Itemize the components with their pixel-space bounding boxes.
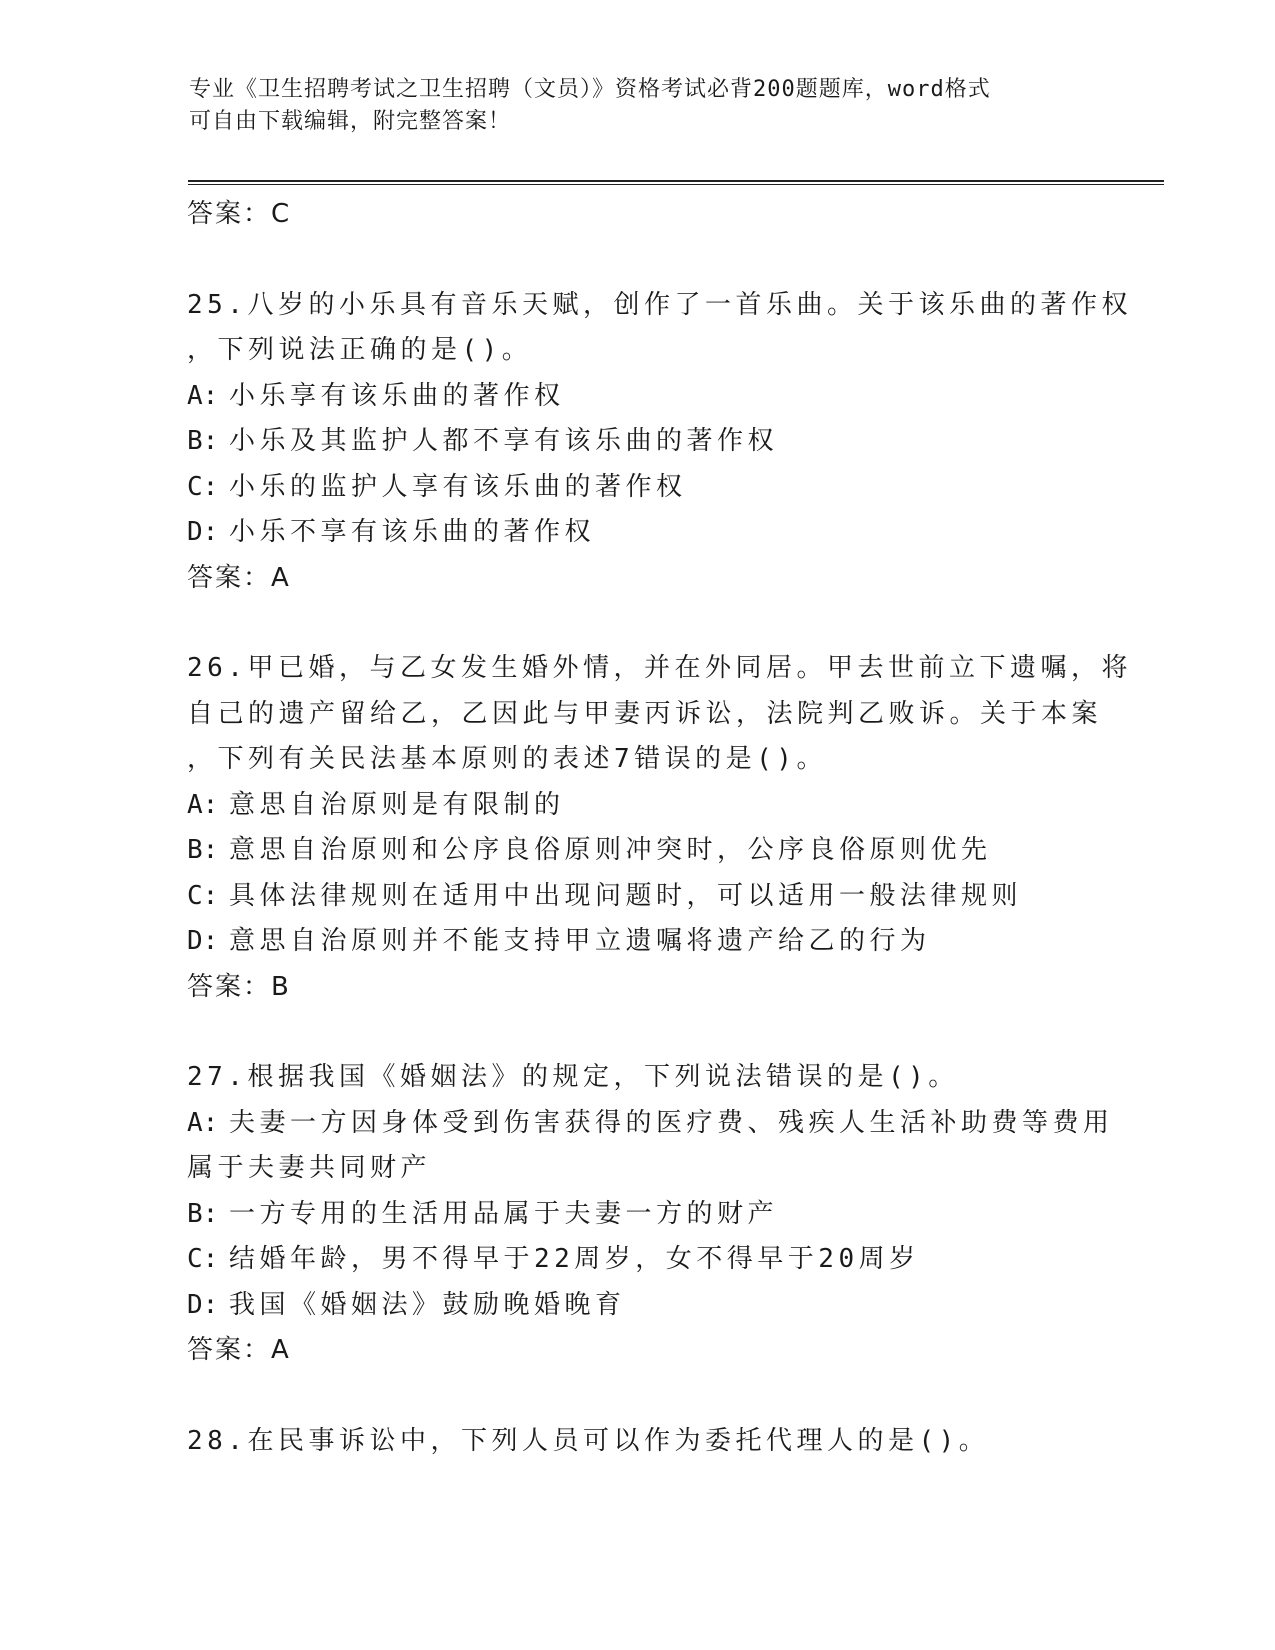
option-a-continued: 属于夫妻共同财产 <box>187 1153 432 1183</box>
header-title-line-2: 可自由下载编辑，附完整答案！ <box>189 109 512 134</box>
question-block <box>187 646 1132 1010</box>
option-a <box>187 783 1087 829</box>
question-stem: 25.八岁的小乐具有音乐天赋，创作了一首乐曲。关于该乐曲的著作权 <box>187 289 1132 320</box>
option-letter: A: <box>187 789 219 820</box>
option-letter: A: <box>187 1107 219 1138</box>
option-letter: C: <box>187 1244 219 1274</box>
question-stem: 27.根据我国《婚姻法》的规定，下列说法错误的是()。 <box>187 1062 959 1092</box>
option-text: 小乐的监护人享有该乐曲的著作权 <box>229 471 687 502</box>
option-text: 意思自治原则是有限制的 <box>229 789 565 820</box>
option-text: 小乐不享有该乐曲的著作权 <box>229 517 596 547</box>
option-b <box>187 1192 1087 1238</box>
question-list <box>187 192 1132 1464</box>
option-a <box>187 1101 1114 1147</box>
option-c <box>187 465 1087 511</box>
option-text: 一方专用的生活用品属于夫妻一方的财产 <box>229 1198 779 1229</box>
option-letter: C: <box>187 471 219 502</box>
option-b <box>187 828 1087 874</box>
option-text: 具体法律规则在适用中出现问题时，可以适用一般法律规则 <box>229 880 1023 911</box>
answer-line: 答案：C <box>187 199 292 229</box>
question-stem: 28.在民事诉讼中，下列人员可以作为委托代理人的是()。 <box>187 1425 990 1456</box>
header-divider <box>188 180 1164 185</box>
option-b <box>187 419 1087 465</box>
option-text: 小乐及其监护人都不享有该乐曲的著作权 <box>229 426 779 456</box>
option-c <box>187 874 1087 920</box>
option-letter: D: <box>187 1289 219 1320</box>
question-block <box>187 1055 1114 1374</box>
option-text: 意思自治原则并不能支持甲立遗嘱将遗产给乙的行为 <box>229 926 931 956</box>
option-letter: D: <box>187 517 219 547</box>
option-c <box>187 1237 1087 1283</box>
option-text: 意思自治原则和公序良俗原则冲突时，公序良俗原则优先 <box>229 835 992 865</box>
answer-line: 答案：A <box>187 562 291 593</box>
option-letter: B: <box>187 426 219 456</box>
question-stem: ，下列说法正确的是()。 <box>187 335 533 365</box>
question-stem: 26.甲已婚，与乙女发生婚外情，并在外同居。甲去世前立下遗嘱，将 <box>187 653 1132 683</box>
question-stem: ，下列有关民法基本原则的表述7错误的是()。 <box>187 744 827 774</box>
option-text: 夫妻一方因身体受到伤害获得的医疗费、残疾人生活补助费等费用 <box>229 1107 1114 1138</box>
option-letter: D: <box>187 926 219 956</box>
question-block <box>187 283 1132 602</box>
option-text: 我国《婚姻法》鼓励晚婚晚育 <box>229 1289 626 1320</box>
option-d <box>187 919 1087 965</box>
option-text: 结婚年龄，男不得早于22周岁，女不得早于20周岁 <box>229 1244 920 1274</box>
option-letter: A: <box>187 380 219 411</box>
question-block <box>187 1419 1087 1465</box>
answer-line: 答案：B <box>187 971 291 1002</box>
option-d <box>187 510 1087 556</box>
option-text: 小乐享有该乐曲的著作权 <box>229 380 565 411</box>
document-header <box>189 74 1089 138</box>
option-letter: B: <box>187 1198 219 1229</box>
option-d <box>187 1283 1087 1329</box>
question-stem: 自己的遗产留给乙，乙因此与甲妻丙诉讼，法院判乙败诉。关于本案 <box>187 698 1103 729</box>
header-title-line-1: 专业《卫生招聘考试之卫生招聘（文员）》资格考试必背200题题库，word格式 <box>189 77 991 102</box>
option-letter: C: <box>187 880 219 911</box>
option-a <box>187 374 1087 420</box>
option-letter: B: <box>187 835 219 865</box>
answer-line: 答案：A <box>187 1335 291 1365</box>
